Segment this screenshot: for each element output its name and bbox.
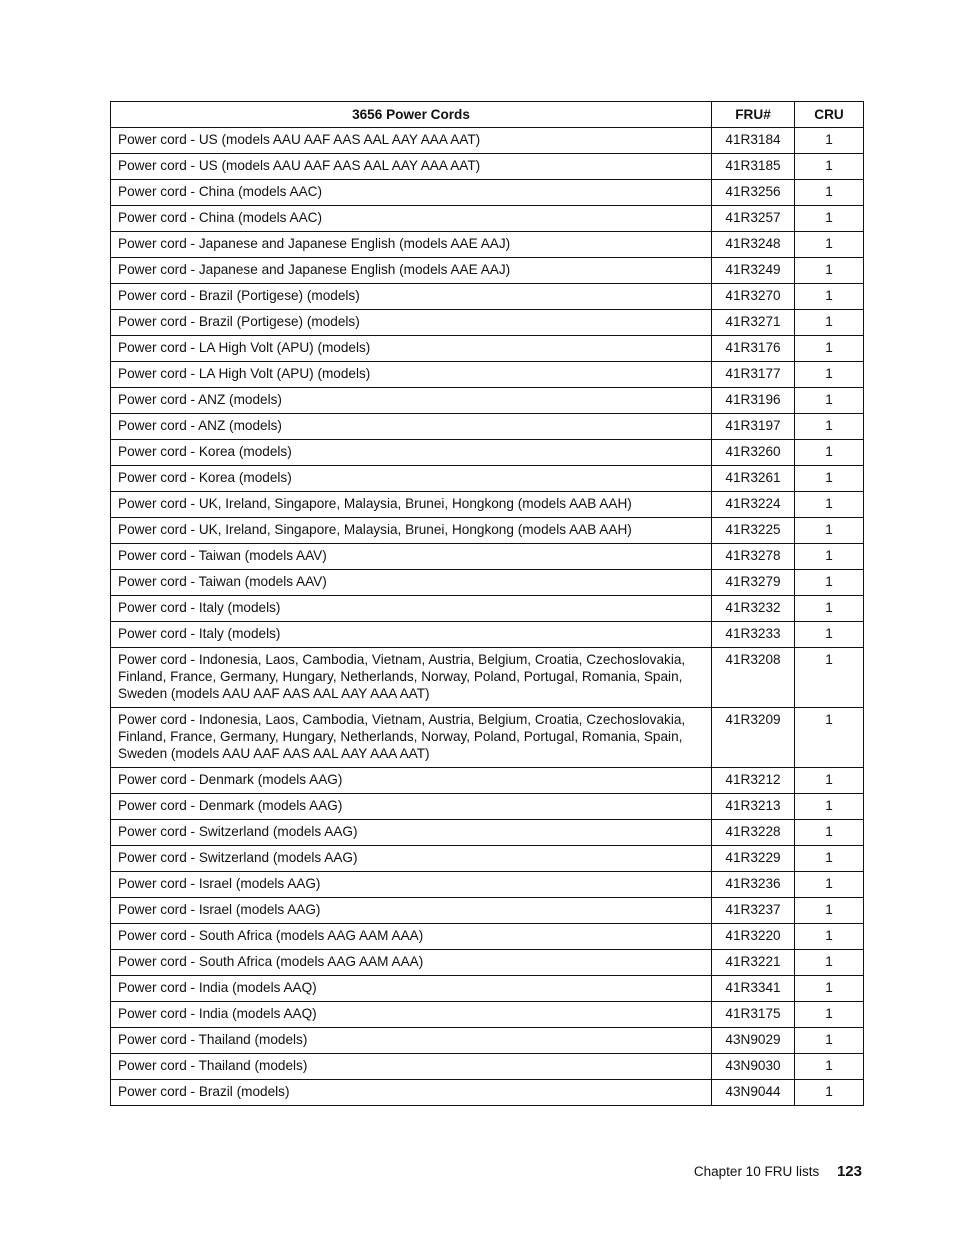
cell-fru-number: 41R3208 — [712, 648, 795, 708]
cell-fru-number: 41R3228 — [712, 820, 795, 846]
cell-cru: 1 — [795, 976, 864, 1002]
cell-description: Power cord - Brazil (Portigese) (models) — [111, 284, 712, 310]
cell-fru-number: 41R3184 — [712, 128, 795, 154]
cell-cru: 1 — [795, 128, 864, 154]
cell-description: Power cord - Denmark (models AAG) — [111, 794, 712, 820]
table-row — [111, 414, 864, 440]
cell-cru: 1 — [795, 950, 864, 976]
cell-fru-number: 43N9044 — [712, 1080, 795, 1106]
cell-cru: 1 — [795, 872, 864, 898]
cell-cru: 1 — [795, 622, 864, 648]
table-row — [111, 310, 864, 336]
cell-cru: 1 — [795, 284, 864, 310]
table-row — [111, 648, 864, 708]
cell-cru: 1 — [795, 898, 864, 924]
table-row — [111, 924, 864, 950]
cell-cru: 1 — [795, 1080, 864, 1106]
cell-description: Power cord - Korea (models) — [111, 440, 712, 466]
cell-cru: 1 — [795, 708, 864, 768]
cell-description: Power cord - UK, Ireland, Singapore, Malaysia, Brunei, Hongkong (models AAB AAH) — [111, 518, 712, 544]
table-row — [111, 362, 864, 388]
cell-fru-number: 41R3185 — [712, 154, 795, 180]
table-row — [111, 336, 864, 362]
cell-fru-number: 41R3260 — [712, 440, 795, 466]
cell-description: Power cord - South Africa (models AAG AAM AAA) — [111, 950, 712, 976]
table-row — [111, 794, 864, 820]
cell-description: Power cord - Brazil (Portigese) (models) — [111, 310, 712, 336]
table-row — [111, 596, 864, 622]
table-row — [111, 872, 864, 898]
cell-description: Power cord - ANZ (models) — [111, 414, 712, 440]
cell-description: Power cord - Indonesia, Laos, Cambodia, Vietnam, Austria, Belgium, Croatia, Czechoslovakia, Finland, France, Germany, Hungary, Netherlands, Norway, Poland, Portugal, Romania, Spain, Sweden (models AAU AAF AAS AAL AAY AAA AAT) — [111, 708, 712, 768]
cell-fru-number: 41R3279 — [712, 570, 795, 596]
cell-cru: 1 — [795, 232, 864, 258]
cell-cru: 1 — [795, 570, 864, 596]
power-cords-fru-table — [110, 101, 864, 1106]
cell-fru-number: 43N9030 — [712, 1054, 795, 1080]
cell-cru: 1 — [795, 258, 864, 284]
cell-description: Power cord - LA High Volt (APU) (models) — [111, 362, 712, 388]
table-row — [111, 820, 864, 846]
cell-cru: 1 — [795, 768, 864, 794]
table-row — [111, 258, 864, 284]
cell-description: Power cord - Switzerland (models AAG) — [111, 820, 712, 846]
table-row — [111, 976, 864, 1002]
table-row — [111, 180, 864, 206]
cell-cru: 1 — [795, 180, 864, 206]
table-row — [111, 388, 864, 414]
cell-description: Power cord - Japanese and Japanese English (models AAE AAJ) — [111, 232, 712, 258]
cell-cru: 1 — [795, 794, 864, 820]
cell-description: Power cord - Italy (models) — [111, 596, 712, 622]
cell-cru: 1 — [795, 154, 864, 180]
table-row — [111, 154, 864, 180]
table-row — [111, 128, 864, 154]
table-row — [111, 232, 864, 258]
cell-cru: 1 — [795, 310, 864, 336]
cell-description: Power cord - India (models AAQ) — [111, 1002, 712, 1028]
cell-fru-number: 41R3248 — [712, 232, 795, 258]
cell-description: Power cord - ANZ (models) — [111, 388, 712, 414]
cell-fru-number: 41R3229 — [712, 846, 795, 872]
table-row — [111, 206, 864, 232]
header-description: 3656 Power Cords — [111, 102, 712, 128]
cell-cru: 1 — [795, 648, 864, 708]
page-footer — [694, 1163, 862, 1180]
cell-fru-number: 41R3221 — [712, 950, 795, 976]
cell-cru: 1 — [795, 206, 864, 232]
cell-fru-number: 41R3261 — [712, 466, 795, 492]
cell-description: Power cord - LA High Volt (APU) (models) — [111, 336, 712, 362]
cell-description: Power cord - UK, Ireland, Singapore, Malaysia, Brunei, Hongkong (models AAB AAH) — [111, 492, 712, 518]
cell-fru-number: 41R3257 — [712, 206, 795, 232]
table-row — [111, 846, 864, 872]
cell-fru-number: 41R3256 — [712, 180, 795, 206]
cell-description: Power cord - China (models AAC) — [111, 206, 712, 232]
cell-description: Power cord - India (models AAQ) — [111, 976, 712, 1002]
cell-cru: 1 — [795, 1028, 864, 1054]
table-row — [111, 898, 864, 924]
cell-cru: 1 — [795, 440, 864, 466]
cell-fru-number: 41R3224 — [712, 492, 795, 518]
cell-cru: 1 — [795, 596, 864, 622]
cell-fru-number: 41R3197 — [712, 414, 795, 440]
cell-fru-number: 41R3236 — [712, 872, 795, 898]
cell-description: Power cord - US (models AAU AAF AAS AAL AAY AAA AAT) — [111, 128, 712, 154]
cell-cru: 1 — [795, 820, 864, 846]
cell-cru: 1 — [795, 336, 864, 362]
table-row — [111, 1054, 864, 1080]
cell-description: Power cord - Italy (models) — [111, 622, 712, 648]
cell-description: Power cord - Thailand (models) — [111, 1028, 712, 1054]
cell-cru: 1 — [795, 388, 864, 414]
table-row — [111, 950, 864, 976]
cell-fru-number: 41R3213 — [712, 794, 795, 820]
header-cru: CRU — [795, 102, 864, 128]
cell-cru: 1 — [795, 1054, 864, 1080]
table-row — [111, 570, 864, 596]
table-row — [111, 440, 864, 466]
cell-fru-number: 41R3176 — [712, 336, 795, 362]
cell-cru: 1 — [795, 544, 864, 570]
cell-description: Power cord - Israel (models AAG) — [111, 898, 712, 924]
cell-description: Power cord - Korea (models) — [111, 466, 712, 492]
cell-cru: 1 — [795, 492, 864, 518]
cell-description: Power cord - Japanese and Japanese English (models AAE AAJ) — [111, 258, 712, 284]
cell-description: Power cord - US (models AAU AAF AAS AAL AAY AAA AAT) — [111, 154, 712, 180]
cell-cru: 1 — [795, 362, 864, 388]
table-row — [111, 1002, 864, 1028]
table-body — [111, 128, 864, 1106]
cell-fru-number: 41R3341 — [712, 976, 795, 1002]
cell-cru: 1 — [795, 518, 864, 544]
cell-fru-number: 41R3270 — [712, 284, 795, 310]
cell-fru-number: 41R3278 — [712, 544, 795, 570]
table-row — [111, 1028, 864, 1054]
cell-cru: 1 — [795, 414, 864, 440]
table-row — [111, 768, 864, 794]
cell-fru-number: 41R3232 — [712, 596, 795, 622]
cell-description: Power cord - South Africa (models AAG AAM AAA) — [111, 924, 712, 950]
cell-fru-number: 41R3209 — [712, 708, 795, 768]
cell-description: Power cord - Thailand (models) — [111, 1054, 712, 1080]
table-row — [111, 284, 864, 310]
table-header-row — [111, 102, 864, 128]
cell-fru-number: 41R3271 — [712, 310, 795, 336]
cell-fru-number: 41R3177 — [712, 362, 795, 388]
cell-fru-number: 41R3220 — [712, 924, 795, 950]
table-row — [111, 708, 864, 768]
table-row — [111, 492, 864, 518]
cell-description: Power cord - Israel (models AAG) — [111, 872, 712, 898]
cell-fru-number: 41R3175 — [712, 1002, 795, 1028]
header-fru: FRU# — [712, 102, 795, 128]
cell-description: Power cord - Brazil (models) — [111, 1080, 712, 1106]
cell-description: Power cord - Taiwan (models AAV) — [111, 570, 712, 596]
page-number: 123 — [836, 1163, 862, 1180]
cell-description: Power cord - Taiwan (models AAV) — [111, 544, 712, 570]
cell-description: Power cord - Switzerland (models AAG) — [111, 846, 712, 872]
cell-fru-number: 43N9029 — [712, 1028, 795, 1054]
table-row — [111, 622, 864, 648]
cell-fru-number: 41R3196 — [712, 388, 795, 414]
cell-fru-number: 41R3237 — [712, 898, 795, 924]
table-row — [111, 466, 864, 492]
cell-description: Power cord - Indonesia, Laos, Cambodia, Vietnam, Austria, Belgium, Croatia, Czechoslovakia, Finland, France, Germany, Hungary, Netherlands, Norway, Poland, Portugal, Romania, Spain, Sweden (models AAU AAF AAS AAL AAY AAA AAT) — [111, 648, 712, 708]
cell-cru: 1 — [795, 1002, 864, 1028]
cell-description: Power cord - Denmark (models AAG) — [111, 768, 712, 794]
cell-cru: 1 — [795, 846, 864, 872]
table-row — [111, 1080, 864, 1106]
cell-cru: 1 — [795, 466, 864, 492]
cell-fru-number: 41R3212 — [712, 768, 795, 794]
chapter-label: Chapter 10 FRU lists — [693, 1164, 820, 1179]
cell-fru-number: 41R3249 — [712, 258, 795, 284]
cell-description: Power cord - China (models AAC) — [111, 180, 712, 206]
table-row — [111, 518, 864, 544]
cell-fru-number: 41R3233 — [712, 622, 795, 648]
table-row — [111, 544, 864, 570]
cell-cru: 1 — [795, 924, 864, 950]
cell-fru-number: 41R3225 — [712, 518, 795, 544]
